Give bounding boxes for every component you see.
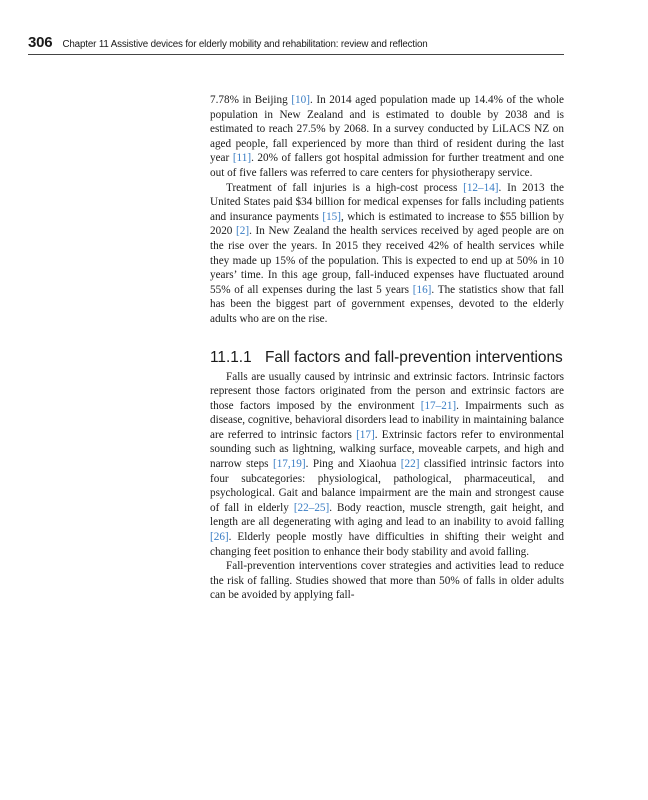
- text-run: Treatment of fall injuries is a high-cost process: [226, 181, 464, 194]
- text-run: . Ping and Xiaohua: [305, 458, 401, 471]
- text-run: . Extrinsic factors refer to environmental sounding such as lightning, walking surface, moveable carpets, and high and narrow steps: [210, 428, 564, 471]
- text-run: . Elderly people mostly have difficulties in shifting their weight and changing feet position to enhance their body stability and avoid falling.: [210, 531, 564, 558]
- intro-paragraphs: [210, 93, 564, 327]
- section-title: Fall factors and fall-prevention interventions: [265, 348, 563, 366]
- text-run: . Impairments such as disease, cognitive, behavioral disorders lead to inability in maintaining balance are referred to intrinsic factors: [210, 399, 564, 441]
- text-run: 7.78% in Beijing: [210, 94, 292, 106]
- text-run: , which is estimated to increase to $55 billion by 2020: [210, 210, 564, 238]
- paragraph: [210, 559, 564, 603]
- text-run: classified intrinsic factors into four subcategories: physiological, pathological, pharmaceutical, and psychological. Gait and balance impairment are the main and strongest cause of fall in elderly: [210, 458, 564, 514]
- section-number: 11.1.1: [210, 348, 252, 366]
- citation-link[interactable]: [11]: [232, 152, 252, 165]
- citation-link[interactable]: [17–21]: [420, 399, 457, 412]
- text-run: . In 2013 the United States paid $34 billion for medical expenses for falls including patients and insurance payments: [210, 181, 564, 223]
- section-heading: [210, 348, 564, 367]
- section-paragraphs: [210, 370, 564, 604]
- paragraph: [210, 181, 564, 327]
- citation-link[interactable]: [2]: [236, 225, 250, 238]
- text-run: . In 2014 aged population made up 14.4% of the whole population in New Zealand and is estimated to double by 2038 and is estimated to reach 27.5% by 2068. In a survey conducted by LiLACS NZ on aged people, fall experienced by more than third of resident during the last year: [210, 94, 564, 165]
- citation-link[interactable]: [17]: [356, 428, 375, 441]
- citation-link[interactable]: [17,19]: [272, 458, 306, 471]
- citation-link[interactable]: [22]: [400, 458, 420, 471]
- text-run: . 20% of fallers got hospital admission for further treatment and one out of five fallers was referred to care centers for physiotherapy service.: [210, 152, 564, 179]
- citation-link[interactable]: [15]: [322, 210, 341, 223]
- chapter-title: Chapter 11 Assistive devices for elderly mobility and rehabilitation: review and reflection: [62, 39, 428, 50]
- citation-link[interactable]: [12–14]: [463, 181, 499, 194]
- page-number: 306: [28, 34, 53, 51]
- citation-link[interactable]: [22–25]: [293, 501, 330, 514]
- text-run: Falls are usually caused by intrinsic and extrinsic factors. Intrinsic factors represent those factors originated from the person and extrinsic factors are those factors imposed by the environment: [210, 370, 564, 412]
- citation-link[interactable]: [10]: [291, 94, 310, 106]
- citation-link[interactable]: [26]: [210, 531, 229, 544]
- paragraph: [210, 370, 564, 560]
- paragraph: [210, 93, 564, 181]
- text-run: . The statistics show that fall has been the biggest part of government expenses, devoted to the elderly adults who are on the rise.: [210, 283, 564, 325]
- running-header: [28, 34, 564, 55]
- citation-link[interactable]: [16]: [412, 283, 432, 296]
- text-run: . In New Zealand the health services received by aged people are on the rise over the years. In 2015 they received 42% of health services while they made up 15% of the population. This is expected to end up at 50% in 10 years’ time. In this age group, fall-induced expenses have fluctuated around 55% of all expenses during the last 5 years: [210, 225, 565, 296]
- body-text: [210, 93, 564, 603]
- text-run: Fall-prevention interventions cover strategies and activities lead to reduce the risk of falling. Studies showed that more than 50% of falls in older adults can be avoided by applying fall-: [210, 560, 564, 602]
- text-run: . Body reaction, muscle strength, gait height, and length are all degenerating with aging and lead to an inability to avoid falling: [210, 501, 564, 529]
